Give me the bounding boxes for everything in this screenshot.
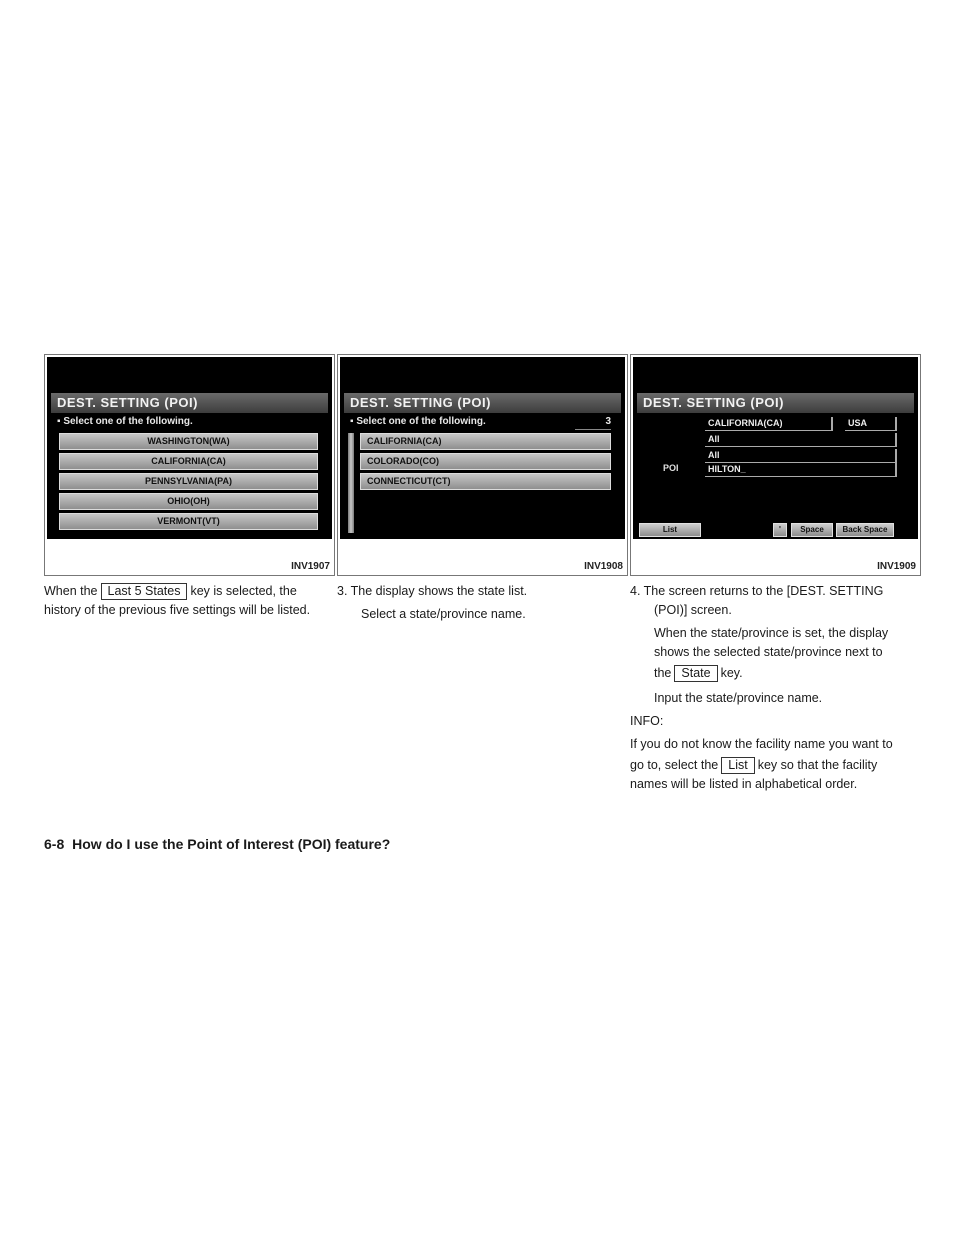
paragraph-line: If you do not know the facility name you want to	[630, 737, 893, 751]
state-button[interactable]: CONNECTICUT(CT)	[360, 473, 611, 490]
nav-screen	[47, 357, 332, 539]
step-3: 3. The display shows the state list.	[337, 584, 528, 598]
text: the	[654, 666, 672, 680]
section-title: How do I use the Point of Interest (POI) feature?	[72, 836, 391, 852]
screen-title: DEST. SETTING (POI)	[637, 393, 914, 413]
country-field[interactable]: USA	[845, 417, 897, 431]
paragraph-line: history of the previous five settings will be listed.	[44, 603, 311, 617]
page-number: 6-8	[44, 836, 65, 852]
state-button[interactable]: CALIFORNIA(CA)	[360, 433, 611, 450]
scrollbar[interactable]	[348, 433, 354, 533]
city-field[interactable]: All	[705, 433, 897, 447]
figure-last-5-states	[44, 354, 335, 576]
state-button[interactable]: VERMONT(VT)	[59, 513, 318, 530]
figure-id: INV1908	[584, 561, 623, 572]
screen-title: DEST. SETTING (POI)	[344, 393, 621, 413]
state-field[interactable]: CALIFORNIA(CA)	[705, 417, 833, 431]
info-heading: INFO:	[630, 714, 664, 728]
result-count: 3	[575, 415, 611, 430]
figure-id: INV1907	[291, 561, 330, 572]
step-4-cont: (POI)] screen.	[654, 603, 732, 617]
figure-state-list	[337, 354, 628, 576]
list-button[interactable]: List	[639, 523, 701, 537]
last-5-states-key: Last 5 States	[101, 583, 188, 600]
poi-name-field[interactable]: HILTON_	[705, 463, 897, 477]
column-1-text	[44, 582, 326, 620]
text: go to, select the	[630, 758, 719, 772]
figure-poi-entry	[630, 354, 921, 576]
state-button[interactable]: COLORADO(CO)	[360, 453, 611, 470]
state-button[interactable]: PENNSYLVANIA(PA)	[59, 473, 318, 490]
back-space-key[interactable]: Back Space	[836, 523, 894, 537]
column-3-text	[630, 582, 918, 794]
paragraph-line: shows the selected state/province next to	[654, 645, 883, 659]
space-key[interactable]: Space	[791, 523, 833, 537]
text: key is selected, the	[190, 584, 297, 598]
text: key.	[720, 666, 743, 680]
paragraph-line: names will be listed in alphabetical order.	[630, 777, 858, 791]
state-key: State	[674, 665, 717, 682]
paragraph	[44, 582, 326, 601]
step-4: 4. The screen returns to the [DEST. SETTING	[630, 584, 884, 598]
apostrophe-key[interactable]: '	[773, 523, 787, 537]
paragraph-line: Input the state/province name.	[654, 691, 823, 705]
paragraph	[630, 664, 918, 683]
nav-screen	[633, 357, 918, 539]
column-2-text	[337, 582, 619, 624]
paragraph	[630, 756, 918, 775]
state-button[interactable]: WASHINGTON(WA)	[59, 433, 318, 450]
step-3-detail: Select a state/province name.	[361, 607, 526, 621]
text: key so that the facility	[757, 758, 878, 772]
nav-screen	[340, 357, 625, 539]
subtitle-text: ▪ Select one of the following.	[350, 416, 486, 427]
screen-subtitle: ▪ Select one of the following.	[57, 416, 193, 427]
poi-label: POI	[663, 463, 679, 473]
list-key: List	[721, 757, 754, 774]
screen-title: DEST. SETTING (POI)	[51, 393, 328, 413]
page-footer	[44, 836, 390, 852]
paragraph-line: When the state/province is set, the display	[654, 626, 889, 640]
state-button[interactable]: OHIO(OH)	[59, 493, 318, 510]
screen-subtitle	[344, 415, 621, 429]
category-field[interactable]: All	[705, 449, 897, 463]
figure-id: INV1909	[877, 561, 916, 572]
text: When the	[44, 584, 98, 598]
state-button[interactable]: CALIFORNIA(CA)	[59, 453, 318, 470]
